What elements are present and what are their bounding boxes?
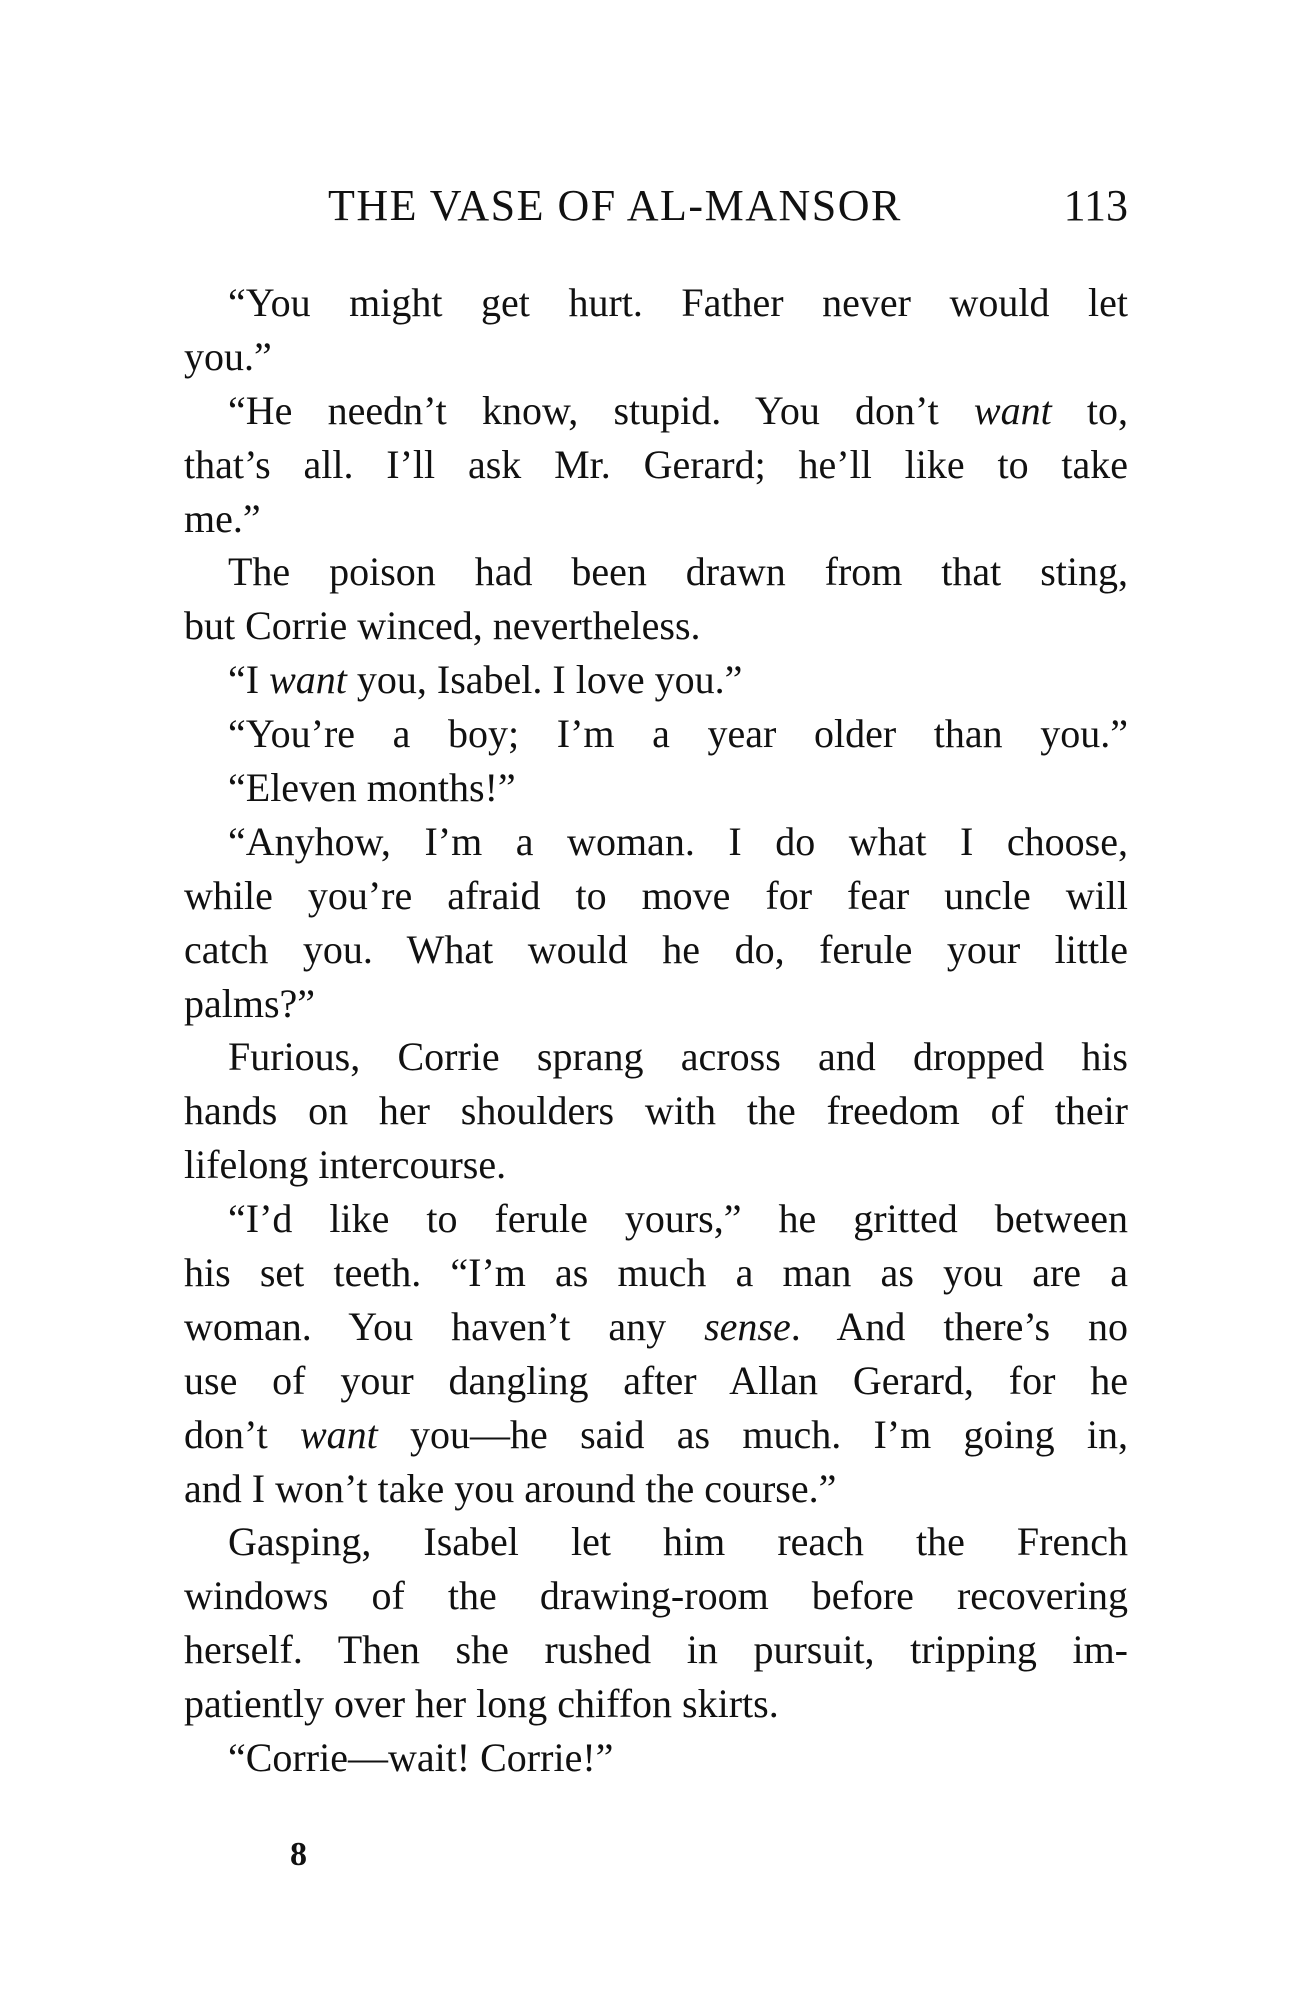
text-line: lifelong intercourse. bbox=[184, 1142, 507, 1188]
body-text bbox=[184, 276, 1128, 1785]
text-line: palms?” bbox=[184, 980, 316, 1026]
emphasis: sense bbox=[704, 1303, 791, 1349]
signature-mark: 8 bbox=[290, 1836, 307, 1873]
text-line: herself. Then she rushed in pursuit, tripping im- bbox=[184, 1627, 1128, 1673]
text-line: but Corrie winced, nevertheless. bbox=[184, 603, 701, 649]
page-number: 113 bbox=[1063, 181, 1128, 230]
emphasis: want bbox=[299, 1411, 378, 1457]
text-line: Gasping, Isabel let him reach the French bbox=[228, 1519, 1128, 1565]
text-line: “You’re a boy; I’m a year older than you.” bbox=[228, 711, 1128, 757]
page-header bbox=[328, 180, 1128, 240]
text-line: don’t want you—he said as much. I’m going in, bbox=[184, 1411, 1128, 1457]
text-line: “You might get hurt. Father never would let bbox=[228, 280, 1128, 325]
text-line: “He needn’t know, stupid. You don’t want to, bbox=[228, 387, 1128, 433]
emphasis: want bbox=[973, 387, 1052, 433]
text-line: you.” bbox=[184, 333, 272, 379]
text-line: windows of the drawing-room before recovering bbox=[184, 1573, 1128, 1619]
text-line: use of your dangling after Allan Gerard, for he bbox=[184, 1357, 1128, 1403]
text-line: “I’d like to ferule yours,” he gritted between bbox=[228, 1196, 1128, 1242]
text-line: and I won’t take you around the course.” bbox=[184, 1465, 837, 1511]
text-line: “Corrie—wait! Corrie!” bbox=[228, 1735, 614, 1781]
text-line: The poison had been drawn from that sting, bbox=[228, 549, 1128, 595]
text-line: catch you. What would he do, ferule your little bbox=[184, 926, 1128, 972]
text-line: me.” bbox=[184, 495, 261, 541]
text-line: patiently over her long chiffon skirts. bbox=[184, 1681, 779, 1727]
text-line: Furious, Corrie sprang across and dropped his bbox=[228, 1034, 1128, 1080]
text-line: “I want you, Isabel. I love you.” bbox=[228, 657, 743, 703]
text-line: hands on her shoulders with the freedom of their bbox=[184, 1088, 1128, 1134]
text-line: that’s all. I’ll ask Mr. Gerard; he’ll like to take bbox=[184, 441, 1128, 487]
text-line: “Eleven months!” bbox=[228, 765, 516, 811]
running-title: THE VASE OF AL-MANSOR bbox=[328, 181, 902, 230]
text-line: “Anyhow, I’m a woman. I do what I choose, bbox=[228, 818, 1128, 864]
emphasis: want bbox=[269, 657, 347, 703]
text-line: woman. You haven’t any sense. And there’s no bbox=[184, 1303, 1129, 1349]
text-line: while you’re afraid to move for fear uncle will bbox=[184, 872, 1128, 918]
text-line: his set teeth. “I’m as much a man as you are a bbox=[184, 1250, 1128, 1296]
